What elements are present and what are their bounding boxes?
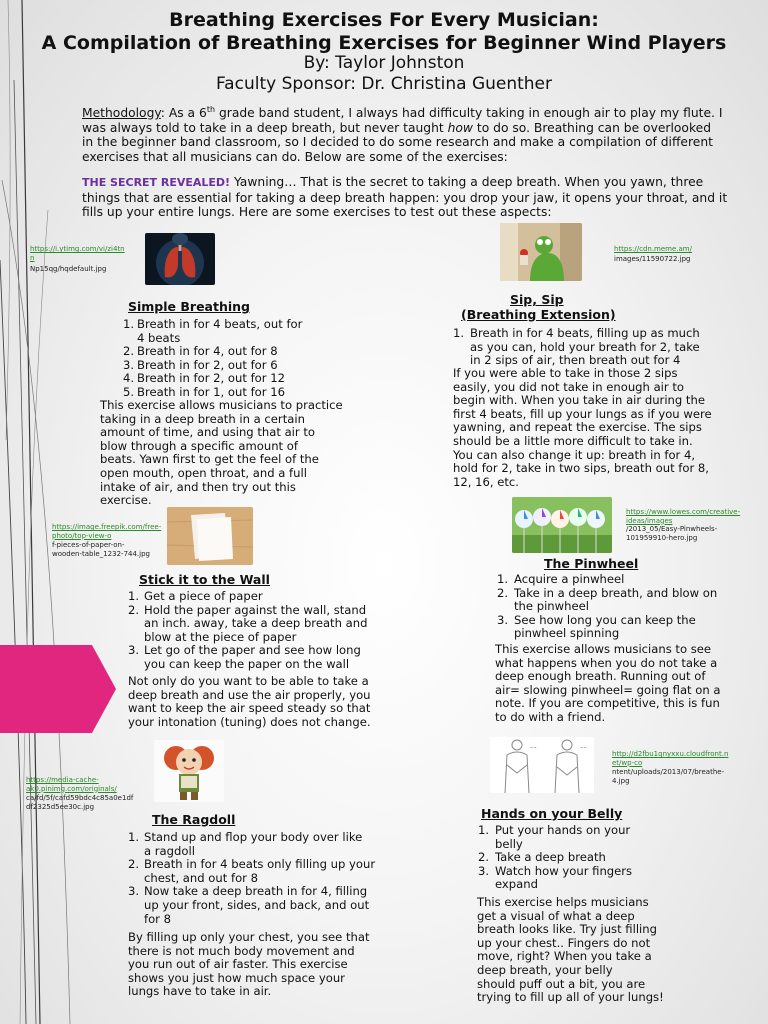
paper-link[interactable]: https://image.freepik.com/free-photo/top-view-o: [52, 523, 162, 540]
stick-wall-heading: Stick it to the Wall: [139, 572, 270, 587]
lungs-link-tail: Np15qg/hqdefault.jpg: [30, 265, 107, 273]
link-text[interactable]: et/wp-co: [612, 758, 643, 767]
list-item: [128, 885, 398, 926]
lungs-image: [145, 233, 215, 285]
list-item: 4 beats: [137, 330, 181, 345]
body-line: This exercise helps musicians: [477, 895, 649, 909]
list-item: [123, 318, 343, 332]
list-item-text: Stand up and flop your body over like: [144, 830, 363, 844]
list-item: [497, 573, 757, 587]
list-number: 3.: [128, 643, 140, 658]
secret-text: fills up your entire lungs. Here are some exercises to test out these aspects:: [82, 205, 552, 220]
list-item: [128, 590, 398, 604]
methodology-paragraph: [82, 103, 762, 164]
pinwheel-heading: The Pinwheel: [544, 556, 639, 571]
kermit-image: [500, 223, 582, 281]
body-line: to do with a friend.: [495, 709, 606, 724]
body-line: blow through a specific amount of: [100, 438, 298, 453]
stick-wall-list: [128, 590, 398, 672]
page-title-line2: A Compilation of Breathing Exercises for Beginner Wind Players: [41, 32, 727, 54]
belly-body: [477, 896, 717, 1005]
ragdoll-body: [128, 931, 398, 999]
ragdoll-link[interactable]: [26, 776, 122, 793]
body-line: deep breath, your belly: [477, 962, 613, 977]
list-item: [453, 327, 743, 368]
list-number: 1.: [497, 572, 509, 586]
link-text: 101959910-hero.jpg: [626, 533, 698, 542]
secret-text: Yawning… That is the secret to taking a deep breath. When you yawn, three: [230, 175, 704, 189]
simple-breathing-heading: Simple Breathing: [128, 299, 250, 314]
list-number: 1.: [128, 830, 140, 844]
sip-sip-heading: Sip, Sip: [510, 292, 564, 307]
list-number: 3.: [123, 357, 135, 372]
sponsor-line: Faculty Sponsor: Dr. Christina Guenther: [215, 74, 553, 94]
link-text[interactable]: https://www.lowes.com/creative-: [626, 508, 741, 516]
list-item: [128, 858, 398, 885]
lungs-link[interactable]: [30, 245, 142, 262]
body-line: You can also change it up: breath in for 4,: [453, 447, 696, 462]
list-item-text: Breath in for 4 beats, filling up as much: [470, 326, 700, 340]
list-item-text: Take in a deep breath, and blow on: [514, 585, 718, 600]
body-line: begin with. When you take in air during the: [453, 393, 705, 408]
list-number: 2.: [128, 857, 140, 872]
methodology-label: Methodology: [82, 106, 161, 121]
body-line: should be a little more difficult to take in.: [453, 433, 693, 448]
body-line: exercise.: [100, 493, 152, 508]
body-line: easily, you did not take in enough air to: [453, 379, 684, 394]
body-line: Not only do you want to be able to take a: [128, 674, 369, 688]
methodology-text: grade band student, I always had difficulty taking in enough air to play my flute. I: [215, 106, 723, 121]
body-line: trying to fill up all of your lungs!: [477, 990, 664, 1005]
kermit-link[interactable]: https://cdn.meme.am/: [614, 245, 692, 253]
body-line: By filling up only your chest, you see that: [128, 930, 370, 944]
list-item-text: in 2 sips of air, then breath out for 4: [470, 353, 681, 368]
author-line: By: Taylor Johnston: [303, 53, 465, 73]
svg-text:~~: ~~: [530, 745, 537, 750]
body-line: lungs have to take in air.: [128, 984, 272, 999]
link-text: wooden-table_1232-744.jpg: [52, 549, 150, 558]
list-number: 5.: [123, 384, 135, 399]
list-item-text: for 8: [144, 911, 172, 926]
body-line: intake of air, and then try out this: [100, 479, 296, 494]
body-line: 12, 16, etc.: [453, 474, 519, 489]
belly-link[interactable]: [612, 750, 744, 767]
list-item-text: chest, and out for 8: [144, 870, 258, 885]
pinwheel-list: [497, 573, 757, 641]
list-item-text: a ragdoll: [144, 843, 195, 858]
body-line: deep breath and use the air properly, you: [128, 687, 371, 702]
body-line: note. If you are competitive, this is fun: [495, 696, 720, 711]
methodology-text: to do so. Breathing can be overlooked: [472, 120, 711, 135]
ragdoll-image: [154, 740, 224, 802]
body-line: This exercise allows musicians to see: [495, 642, 712, 656]
list-item-text: Now take a deep breath in for 4, filling: [144, 884, 368, 899]
list-item-text: expand: [495, 877, 538, 892]
list-number: 1.: [478, 823, 490, 837]
simple-breathing-list: [123, 318, 343, 400]
list-item-text: as you can, hold your breath for 2, take: [470, 339, 700, 354]
link-text[interactable]: n: [30, 253, 35, 262]
list-number: 1.: [123, 317, 135, 331]
list-number: 3.: [128, 884, 140, 899]
belly-diagram-image: [490, 737, 594, 793]
body-line: yawning, and repeat the exercise. The sips: [453, 420, 702, 435]
list-item-text: Watch how your fingers: [495, 863, 633, 878]
link-text: /2013_05/Easy-Pinwheels-: [626, 525, 718, 533]
list-number: 2.: [128, 602, 140, 617]
body-line: This exercise allows musicians to practice: [100, 398, 343, 412]
body-line: shows you just how much space your: [128, 970, 345, 985]
list-item: [123, 345, 343, 359]
list-item-text: Hold the paper against the wall, stand: [144, 602, 367, 617]
sip-sip-list: [453, 327, 743, 368]
link-text[interactable]: http://d2fbu1qnyxxu.cloudfront.n: [612, 750, 729, 758]
methodology-text: exercises that all musicians can do. Below are some of the exercises:: [82, 149, 508, 164]
ragdoll-list: [128, 831, 398, 926]
list-item-text: belly: [495, 836, 523, 851]
list-number: 2.: [497, 585, 509, 600]
superscript: th: [206, 105, 216, 114]
paper-link-tail: [52, 541, 150, 558]
list-item-text: blow at the piece of paper: [144, 629, 297, 644]
link-text: ca/fd/5f/cafd59bdc4c85a0e1df: [26, 794, 134, 802]
list-item-text: Breath in for 2, out for 6: [137, 357, 278, 372]
list-number: 3.: [497, 612, 509, 627]
pinwheel-link[interactable]: [626, 508, 752, 525]
link-text: df2325d5ee30c.jpg: [26, 802, 95, 811]
secret-label: THE SECRET REVEALED!: [82, 176, 231, 189]
body-line: amount of time, and using that air to: [100, 425, 315, 440]
link-text: 4.jpg: [612, 776, 630, 785]
sip-sip-body: [453, 367, 743, 489]
body-line: up your chest.. Fingers do not: [477, 935, 651, 950]
body-line: should puff out a bit, you are: [477, 976, 646, 991]
body-line: move, right? When you take a: [477, 949, 652, 964]
list-item-text: Breath in for 4, out for 8: [137, 344, 278, 359]
link-text: ntent/uploads/2013/07/breathe-: [612, 768, 725, 776]
pinwheel-image: [512, 497, 612, 553]
body-line: open mouth, open throat, and a full: [100, 465, 307, 480]
sip-sip-subheading: (Breathing Extension): [461, 307, 616, 322]
belly-heading: Hands on your Belly: [481, 806, 623, 821]
belly-list: [478, 824, 708, 892]
link-text[interactable]: https://i.ytimg.com/vi/zi4tn: [30, 245, 125, 253]
body-line: your intonation (tuning) does not change.: [128, 714, 371, 729]
list-item: [478, 865, 708, 892]
body-line: hold for 2, take in two sips, breath out for 8,: [453, 461, 709, 476]
body-line: breath looks like. Try just filling: [477, 922, 657, 937]
list-item-text: Breath in for 4 beats only filling up your: [144, 857, 376, 872]
list-number: 3.: [478, 863, 490, 878]
list-item: [128, 644, 398, 671]
body-line: deep enough breath. Running out of: [495, 669, 706, 684]
list-item-text: you can keep the paper on the wall: [144, 656, 350, 671]
body-line: there is not much body movement and: [128, 943, 355, 958]
list-item-text: Take a deep breath: [495, 850, 606, 865]
link-text[interactable]: ideas/images: [626, 516, 673, 525]
list-item: [123, 372, 343, 386]
list-item: [478, 851, 708, 865]
link-text: f-pieces-of-paper-on-: [52, 541, 125, 549]
list-item: [478, 824, 708, 851]
pinwheel-link-tail: [626, 525, 717, 542]
list-item-text: Let go of the paper and see how long: [144, 643, 361, 658]
list-item-text: Acquire a pinwheel: [514, 572, 625, 586]
list-item-text: Breath in for 2, out for 12: [137, 371, 285, 386]
ragdoll-link-tail: [26, 794, 133, 811]
list-number: 2.: [123, 344, 135, 359]
belly-link-tail: [612, 768, 724, 785]
page-title-line1: Breathing Exercises For Every Musician:: [169, 9, 599, 31]
secret-text: things that are essential for taking a deep breath happen: you drop your jaw, it opens your throat, and it: [82, 190, 728, 205]
list-number: 4.: [123, 371, 135, 386]
list-item: [497, 587, 757, 614]
simple-breathing-body: [100, 399, 350, 508]
list-number: 2.: [478, 850, 490, 865]
methodology-text: was always told to take in a deep breath, but never taught: [82, 120, 448, 135]
list-item-text: Breath in for 4 beats, out for: [137, 317, 303, 331]
body-line: want to keep the air speed steady so that: [128, 701, 371, 716]
body-line: get a visual of what a deep: [477, 908, 635, 923]
body-line: If you were able to take in those 2 sips: [453, 366, 678, 380]
svg-text:~~: ~~: [580, 745, 587, 750]
list-item: [123, 359, 343, 373]
magenta-accent-shape: [0, 645, 118, 733]
methodology-text: : As a 6: [160, 106, 207, 121]
link-text[interactable]: https://media-cache-: [26, 776, 99, 784]
methodology-emphasis: how: [447, 120, 473, 135]
body-line: beats. Yawn first to get the feel of the: [100, 452, 319, 467]
list-number: 1.: [453, 326, 465, 340]
methodology-text: in the beginner band classroom, so I decided to do some research and make a compilation of different: [82, 135, 713, 150]
list-item-text: Put your hands on your: [495, 823, 631, 837]
list-item-text: an inch. away, take a deep breath and: [144, 616, 368, 631]
link-text[interactable]: ak0.pinimg.com/originals/: [26, 784, 117, 793]
list-item: [128, 831, 398, 858]
list-item-text: the pinwheel: [514, 599, 589, 614]
stick-wall-body: [128, 675, 398, 729]
body-line: what happens when you do not take a: [495, 655, 718, 670]
pinwheel-body: [495, 643, 757, 725]
list-item-text: Breath in for 1, out for 16: [137, 384, 285, 399]
body-line: air= slowing pinwheel= going flat on a: [495, 682, 721, 697]
secret-paragraph: [82, 175, 762, 220]
ragdoll-heading: The Ragdoll: [152, 812, 236, 827]
list-number: 1.: [128, 589, 140, 603]
list-item-text: up your front, sides, and back, and out: [144, 897, 370, 912]
list-item: [128, 604, 398, 645]
body-line: you run out of air faster. This exercise: [128, 957, 348, 972]
list-item: [497, 614, 757, 641]
list-item-text: See how long you can keep the: [514, 612, 696, 627]
list-item-text: pinwheel spinning: [514, 626, 620, 641]
list-item-text: Get a piece of paper: [144, 589, 263, 603]
body-line: first 4 beats, fill up your lungs as if you were: [453, 406, 712, 421]
paper-image: [167, 507, 253, 565]
body-line: taking in a deep breath in a certain: [100, 411, 305, 426]
kermit-link-tail: images/11590722.jpg: [614, 255, 691, 263]
